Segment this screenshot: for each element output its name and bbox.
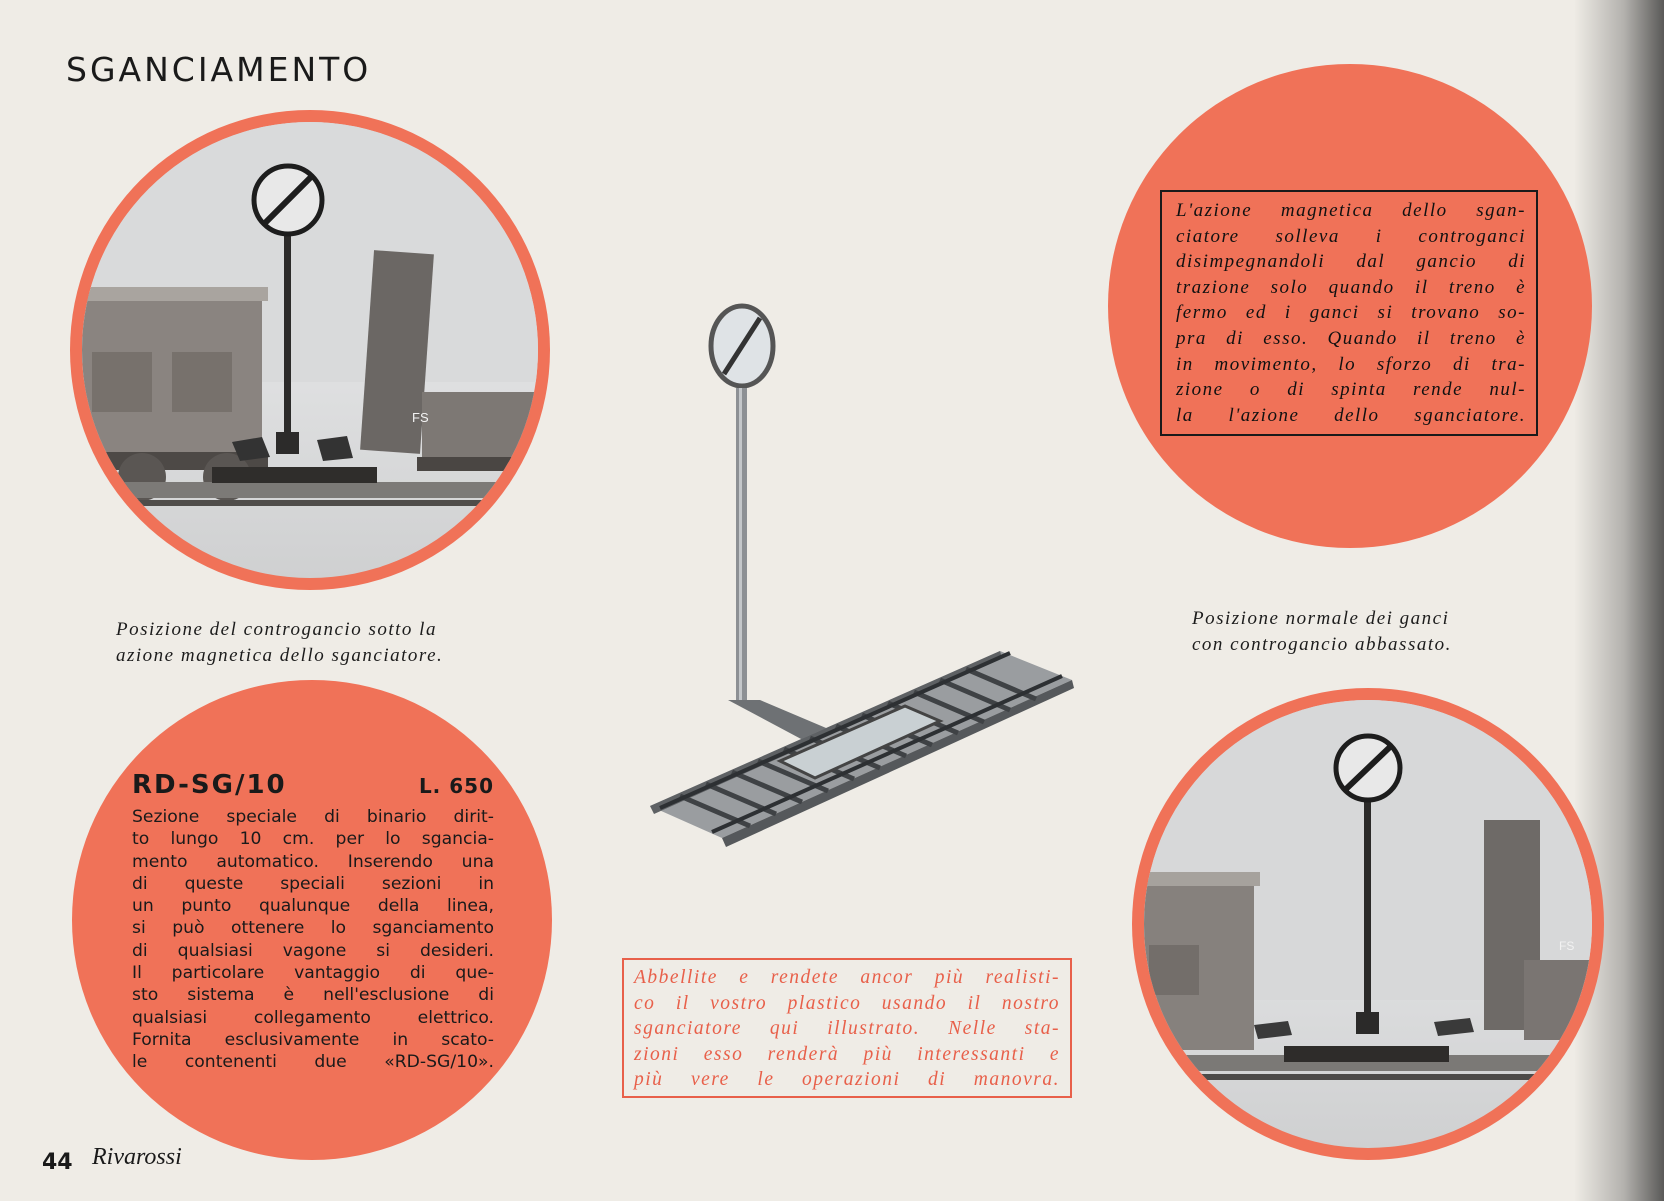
- uncoupler-track-illustration: [640, 296, 1080, 886]
- product-line: sto sistema è nell'esclusione di: [132, 985, 494, 1006]
- page-title: SGANCIAMENTO: [66, 50, 372, 89]
- note-line: disimpegnandoli dal gancio di: [1176, 251, 1526, 273]
- caption-right-line-1: Posizione normale dei ganci: [1192, 608, 1450, 629]
- note-line: zione o di spinta rende nul-: [1176, 379, 1526, 401]
- promo-line: Abbellite e rendete ancor più realisti-: [634, 967, 1060, 988]
- caption-right: [1192, 606, 1452, 658]
- product-line: Fornita esclusivamente in scato-: [132, 1029, 494, 1050]
- product-line: to lungo 10 cm. per lo sgancia-: [132, 829, 494, 850]
- brand-logo: Rivarossi: [92, 1144, 182, 1170]
- product-line: qualsiasi collegamento elettrico.: [132, 1007, 494, 1028]
- product-line: Il particolare vantaggio di que-: [132, 963, 494, 984]
- caption-left: [116, 617, 443, 669]
- product-line: le contenenti due «RD-SG/10».: [132, 1052, 494, 1073]
- product-line: mento automatico. Inserendo una: [132, 851, 494, 872]
- product-line: Sezione speciale di binario dirit-: [132, 807, 494, 827]
- promo-box: [622, 958, 1072, 1098]
- caption-right-line-2: con controgancio abbassato.: [1192, 634, 1452, 655]
- note-line: la l'azione dello sganciatore.: [1176, 404, 1526, 426]
- note-line: in movimento, lo sforzo di tra-: [1176, 353, 1526, 375]
- note-line: fermo ed i ganci si trovano so-: [1176, 302, 1526, 324]
- caption-left-line-2: azione magnetica dello sganciatore.: [116, 645, 444, 666]
- product-description: [132, 806, 494, 1074]
- product-line: si può ottenere lo sganciamento: [132, 918, 494, 939]
- promo-line: sganciatore qui illustrato. Nelle sta-: [634, 1018, 1060, 1039]
- wagon-label-left: FS: [412, 410, 429, 425]
- promo-line: zioni esso renderà più interessanti e: [634, 1043, 1060, 1065]
- photo-uncoupler-lifted-art: [82, 122, 538, 578]
- product-price: L. 650: [418, 774, 494, 798]
- photo-uncoupler-lifted: [82, 122, 538, 578]
- note-line: L'azione magnetica dello sgan-: [1176, 200, 1526, 221]
- note-line: ciatore solleva i controganci: [1176, 225, 1526, 247]
- caption-left-line-1: Posizione del controgancio sotto la: [116, 619, 437, 640]
- magnetic-action-note: [1160, 190, 1538, 436]
- product-line: di qualsiasi vagone si desideri.: [132, 940, 494, 961]
- photo-uncoupler-normal: [1144, 700, 1592, 1148]
- promo-line: più vere le operazioni di manovra.: [634, 1069, 1060, 1090]
- note-line: pra di esso. Quando il treno è: [1176, 327, 1526, 349]
- promo-line: co il vostro plastico usando il nostro: [634, 992, 1060, 1014]
- photo-uncoupler-normal-art: [1144, 700, 1592, 1148]
- note-line: trazione solo quando il treno è: [1176, 276, 1526, 298]
- page-number: 44: [42, 1150, 73, 1175]
- product-header: [132, 770, 494, 800]
- wagon-label-right: FS: [1559, 939, 1575, 953]
- product-line: di queste speciali sezioni in: [132, 873, 494, 894]
- product-line: un punto qualunque della linea,: [132, 896, 494, 917]
- product-code: RD-SG/10: [132, 770, 287, 800]
